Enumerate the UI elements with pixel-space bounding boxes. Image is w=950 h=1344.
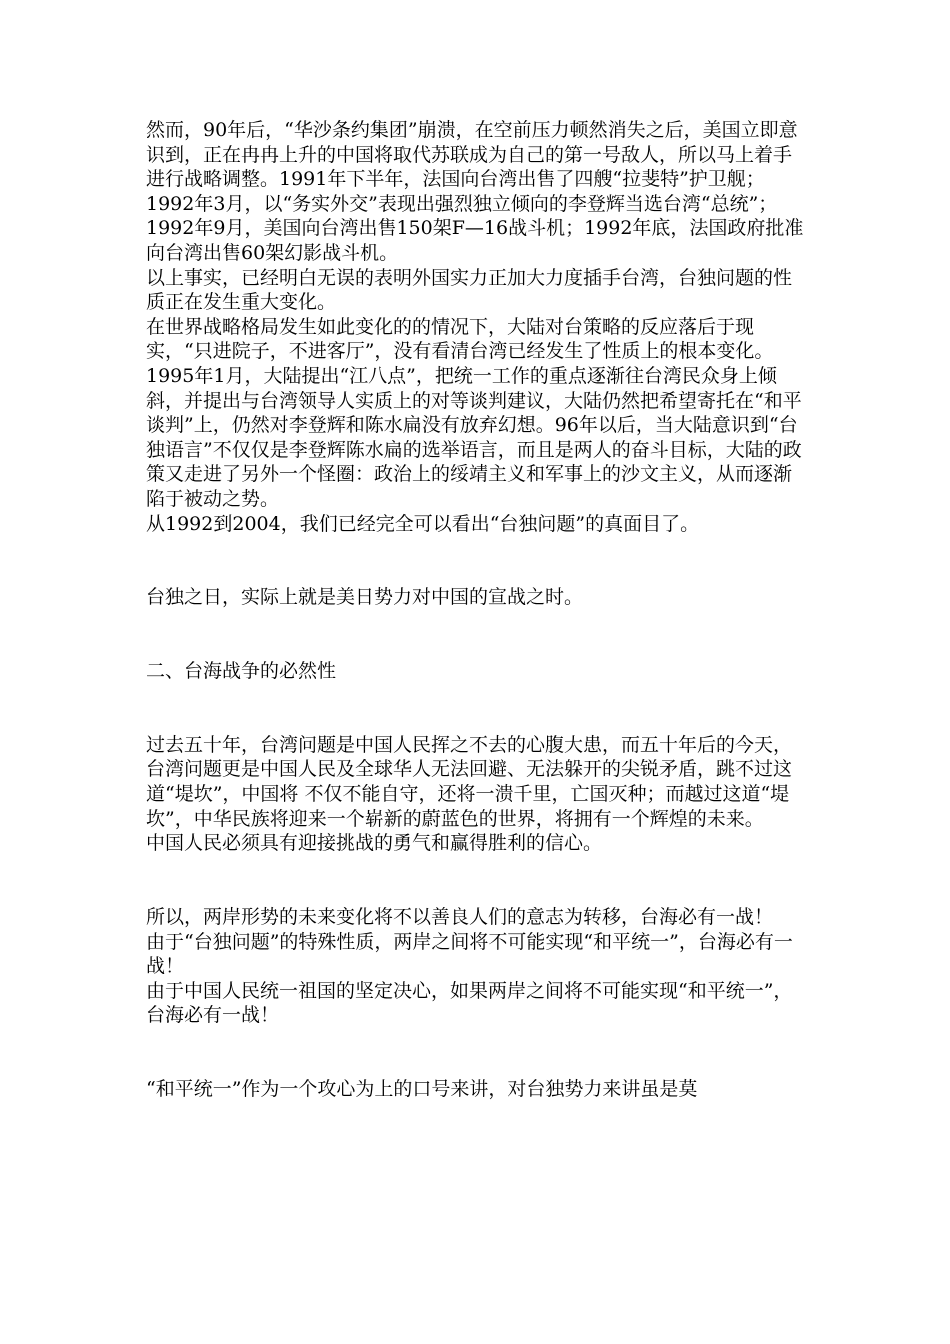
paragraph-peaceful-unification: “和平统一”作为一个攻心为上的口号来讲，对台独势力来讲虽是莫 xyxy=(146,1078,698,1101)
paragraph-inevitable-war-3: 由于中国人民统一祖国的坚定决心，如果两岸之间将不可能实现“和平统一”，台海必有一战！ xyxy=(146,979,793,1027)
paragraph-foreign-intervention: 以上事实，已经明白无误的表明外国实力正加大力度插手台湾，台独问题的性质正在发生重大变化。 xyxy=(146,266,793,314)
paragraph-warsaw-pact-collapse: 然而，90年后，“华沙条约集团”崩溃，在空前压力顿然消失之后，美国立即意识到，正在冉冉上升的中国将取代苏联成为自己的第一号敌人，所以马上着手进行战略调整。1991年下半年，法国向台湾出售了四艘“拉斐特”护卫舰；1992年3月，以“务实外交”表现出强烈独立倾向的李登辉当选台湾“总统”；1992年9月，美国向台湾出售150架F—16战斗机；1992年底，法国政府批准向台湾出售60架幻影战斗机。 xyxy=(146,119,804,264)
section-heading: 二、台海战争的必然性 xyxy=(146,660,337,683)
paragraph-fifty-years: 过去五十年，台湾问题是中国人民挥之不去的心腹大患，而五十年后的今天，台湾问题更是中国人民及全球华人无法回避、无法躲开的尖锐矛盾，跳不过这道“堤坎”，中国将 不仅不能自守，还将一溃千里，亡国灭种；而越过这道“堤坎”，中华民族将迎来一个崭新的蔚蓝色的世界，将拥有一个辉煌的未来。 xyxy=(146,733,793,830)
paragraph-spacer xyxy=(146,856,806,905)
paragraph-spacer xyxy=(146,610,806,659)
paragraph-spacer xyxy=(146,536,806,585)
paragraph-spacer xyxy=(146,1028,806,1077)
document-body xyxy=(146,118,806,1102)
paragraph-spacer xyxy=(146,684,806,733)
paragraph-1992-2004: 从1992到2004，我们已经完全可以看出“台独问题”的真面目了。 xyxy=(146,512,700,535)
paragraph-courage: 中国人民必须具有迎接挑战的勇气和赢得胜利的信心。 xyxy=(146,832,603,855)
paragraph-inevitable-war-2: 由于“台独问题”的特殊性质，两岸之间将不可能实现“和平统一”，台海必有一战！ xyxy=(146,930,793,978)
paragraph-inevitable-war-1: 所以，两岸形势的未来变化将不以善良人们的意志为转移，台海必有一战！ xyxy=(146,906,774,928)
paragraph-mainland-strategy: 在世界战略格局发生如此变化的的情况下，大陆对台策略的反应落后于现实，“只进院子，不进客厅”，没有看清台湾已经发生了性质上的根本变化。1995年1月，大陆提出“江八点”，把统一工作的重点逐渐往台湾民众身上倾斜，并提出与台湾领导人实质上的对等谈判建议，大陆仍然把希望寄托在“和平谈判”上，仍然对李登辉和陈水扁没有放弃幻想。96年以后，当大陆意识到“台独语言”不仅仅是李登辉陈水扁的选举语言，而且是两人的奋斗目标，大陆的政策又走进了另外一个怪圈：政治上的绥靖主义和军事上的沙文主义，从而逐渐陷于被动之势。 xyxy=(146,315,802,510)
paragraph-declaration-of-war: 台独之日，实际上就是美日势力对中国的宣战之时。 xyxy=(146,586,584,609)
